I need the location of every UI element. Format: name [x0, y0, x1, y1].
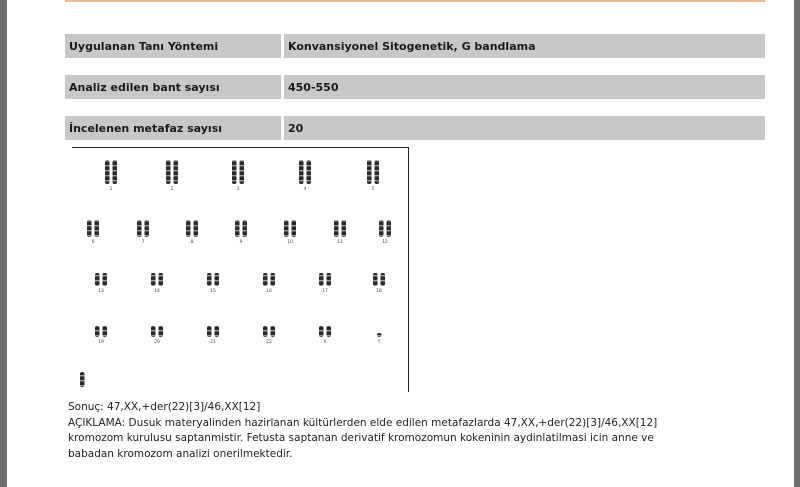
chromosome-20-a [151, 326, 156, 337]
chromosome-1-a [105, 160, 110, 184]
chromosome-label-12: 12 [382, 240, 388, 245]
chromosome-label-18: 18 [376, 289, 382, 294]
derivative-chromosome [80, 372, 85, 387]
chromosome-22-a [263, 326, 268, 337]
chromosome-label-9: 9 [239, 240, 243, 245]
window-left-border [0, 0, 7, 487]
chromosome-19-a [95, 326, 100, 337]
chromosome-label-15: 15 [210, 289, 216, 294]
chromosome-6-b [95, 220, 100, 237]
chromosome-label-6: 6 [91, 240, 95, 245]
explanation-line-2: kromozom kurulusu saptanmistir. Fetusta saptanan derivatif kromozomun kokeninin aydinlatilmasi icin anne ve [68, 432, 654, 444]
chromosome-5-a [367, 160, 372, 184]
chromosome-label-X: X [323, 340, 327, 345]
table-row-method [65, 34, 765, 58]
chromosome-5-b [375, 160, 380, 184]
chromosome-label-16: 16 [266, 289, 272, 294]
chromosome-20-b [159, 326, 164, 337]
chromosome-4-a [299, 160, 304, 184]
chromosome-label-10: 10 [287, 240, 293, 245]
chromosome-19-b [103, 326, 108, 337]
metaphase-count-label: İncelenen metafaz sayısı [65, 116, 281, 140]
chromosome-1-b [113, 160, 118, 184]
chromosome-18-b [381, 273, 386, 286]
chromosome-label-1: 1 [109, 187, 113, 192]
metaphase-count-value: 20 [284, 116, 765, 140]
band-count-value: 450-550 [284, 75, 765, 99]
chromosome-label-4: 4 [303, 187, 307, 192]
chromosome-16-b [271, 273, 276, 286]
chromosome-17-a [319, 273, 324, 286]
chromosome-label-2: 2 [170, 187, 174, 192]
chromosome-2-a [166, 160, 171, 184]
chromosome-11-b [342, 220, 347, 237]
chromosome-7-b [145, 220, 150, 237]
chromosome-label-21: 21 [210, 340, 216, 345]
header-accent-line [65, 0, 765, 2]
chromosome-label-19: 19 [98, 340, 104, 345]
chromosome-Y [377, 333, 382, 337]
chromosome-18-a [373, 273, 378, 286]
karyotype-image [72, 147, 409, 392]
chromosome-label-20: 20 [154, 340, 160, 345]
chromosome-label-22: 22 [266, 340, 272, 345]
chromosome-10-b [292, 220, 297, 237]
chromosome-label-17: 17 [322, 289, 328, 294]
chromosome-2-b [174, 160, 179, 184]
chromosome-8-a [186, 220, 191, 237]
chromosome-14-a [151, 273, 156, 286]
chromosome-3-b [240, 160, 245, 184]
chromosome-10-a [284, 220, 289, 237]
karyotype-figure [72, 148, 408, 392]
chromosome-label-14: 14 [154, 289, 160, 294]
table-row-metaphase-count [65, 116, 765, 140]
chromosome-12-b [387, 220, 392, 237]
chromosome-7-a [137, 220, 142, 237]
table-row-band-count [65, 75, 765, 99]
result-section [68, 400, 768, 462]
window-right-border [794, 0, 800, 487]
method-value: Konvansiyonel Sitogenetik, G bandlama [284, 34, 765, 58]
chromosome-21-b [215, 326, 220, 337]
chromosome-22-b [271, 326, 276, 337]
explanation-line-3: babadan kromozom analizi onerilmektedir. [68, 447, 293, 460]
chromosome-4-b [307, 160, 312, 184]
method-label: Uygulanan Tanı Yöntemi [65, 34, 281, 58]
band-count-label: Analiz edilen bant sayısı [65, 75, 281, 99]
chromosome-12-a [379, 220, 384, 237]
chromosome-13-a [95, 273, 100, 286]
chromosome-14-b [159, 273, 164, 286]
chromosome-17-b [327, 273, 332, 286]
chromosome-label-8: 8 [190, 240, 194, 245]
chromosome-21-a [207, 326, 212, 337]
chromosome-9-b [243, 220, 248, 237]
explanation-line-1: AÇIKLAMA: Dusuk materyalinden hazirlanan kültürlerden elde edilen metafazlarda 47,XX,+der(22)[3]/46,XX[12] [68, 416, 658, 429]
chromosome-label-11: 11 [337, 240, 343, 245]
chromosome-3-a [232, 160, 237, 184]
chromosome-label-5: 5 [371, 187, 375, 192]
chromosome-15-b [215, 273, 220, 286]
chromosome-8-b [194, 220, 199, 237]
chromosome-label-3: 3 [236, 187, 240, 192]
chromosome-label-Y: Y [377, 340, 381, 345]
result-summary: Sonuç: 47,XX,+der(22)[3]/46,XX[12] [68, 401, 261, 413]
chromosome-X-a [319, 326, 324, 337]
chromosome-11-a [334, 220, 339, 237]
chromosome-15-a [207, 273, 212, 286]
chromosome-X-b [327, 326, 332, 337]
chromosome-13-b [103, 273, 108, 286]
chromosome-16-a [263, 273, 268, 286]
chromosome-6-a [87, 220, 92, 237]
chromosome-label-7: 7 [141, 240, 145, 245]
chromosome-label-13: 13 [98, 289, 104, 294]
chromosome-9-a [235, 220, 240, 237]
